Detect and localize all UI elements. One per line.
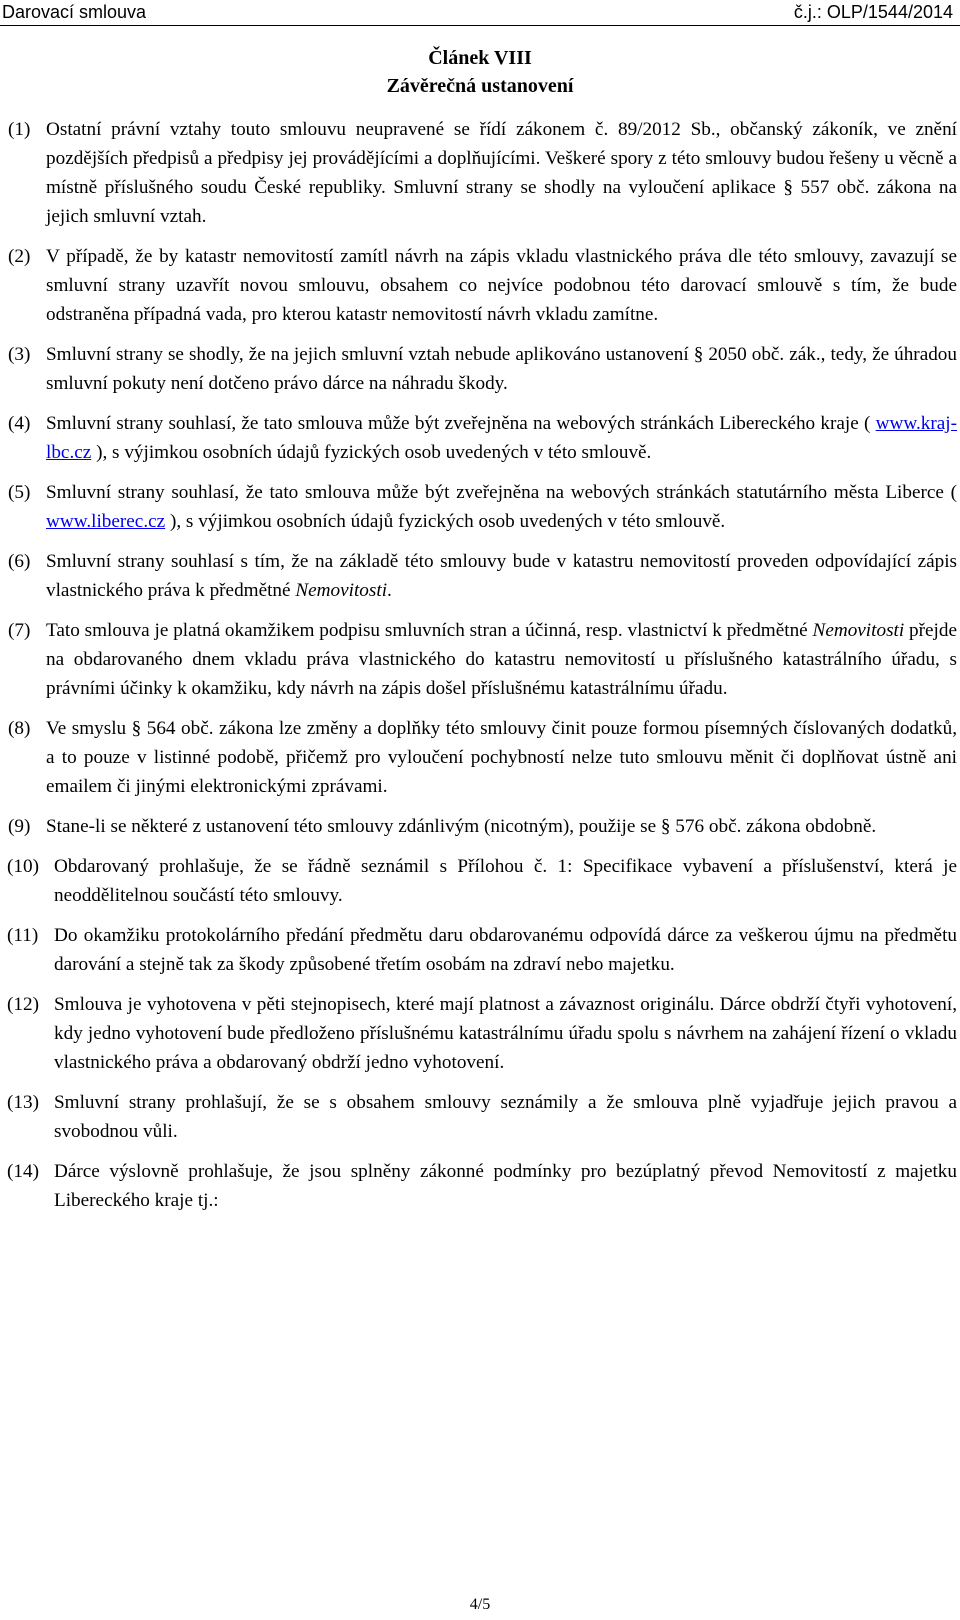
clause-number: (1): [8, 119, 31, 140]
clause-4: [8, 409, 957, 467]
clause-number: (5): [8, 482, 31, 503]
clause-text: V případě, že by katastr nemovitostí zamítl návrh na zápis vkladu vlastnického práva dle této smlouvy, zavazují se smluvní strany uzavřít novou smlouvu, obsahem co nejvíce podobnou této darovací smlouvě s tím, že bude odstraněna případná vada, pro kterou katastr nemovitostí návrh vkladu zamítne.: [46, 246, 957, 325]
clause-1: [8, 115, 957, 231]
liberec-link[interactable]: www.liberec.cz: [46, 511, 166, 532]
clause-12: [8, 990, 957, 1077]
clause-text-end: ), s výjimkou osobních údajů fyzických osob uvedených v této smlouvě.: [91, 442, 652, 463]
defined-term: Nemovitosti: [295, 580, 388, 601]
clause-number: (13): [7, 1092, 39, 1113]
clause-text: Stane-li se některé z ustanovení této smlouvy zdánlivým (nicotným), použije se § 576 obč. zákona obdobně.: [46, 816, 877, 837]
clause-7: [8, 616, 957, 703]
clause-text-end: .: [387, 580, 392, 601]
clause-number: (4): [8, 413, 31, 434]
clause-8: [8, 714, 957, 801]
clauses-list: [8, 115, 957, 1226]
document-title: Darovací smlouva: [2, 2, 147, 22]
clause-10: [8, 852, 957, 910]
article-title: Článek VIII: [428, 47, 532, 69]
clause-9: [8, 812, 957, 841]
clause-text: Smlouva je vyhotovena v pěti stejnopisech, které mají platnost a závaznost originálu. Dárce obdrží čtyři vyhotovení, kdy jedno vyhotovení bude předloženo příslušnému katastrálnímu úřadu spolu s návrhem na zahájení řízení o vkladu vlastnického práva a obdarovaný obdrží jedno vyhotovení.: [54, 994, 957, 1073]
clause-text: Smluvní strany se shodly, že na jejich smluvní vztah nebude aplikováno ustanovení § 2050 obč. zák., tedy, že úhradou smluvní pokuty není dotčeno právo dárce na náhradu škody.: [46, 344, 957, 394]
kraj-lbc-link[interactable]: www.kraj-lbc.cz: [46, 413, 957, 463]
clause-number: (14): [7, 1161, 39, 1182]
clause-text-end: přejde na obdarovaného dnem vkladu práva vlastnického do katastru nemovitostí u příslušného katastrálního úřadu, s právními účinky k okamžiku, kdy návrh na zápis došel příslušnému katastrálnímu úřadu.: [46, 620, 957, 699]
clause-6: [8, 547, 957, 605]
clause-text: Dárce výslovně prohlašuje, že jsou splněny zákonné podmínky pro bezúplatný převod Nemovitostí z majetku Libereckého kraje tj.:: [54, 1161, 957, 1211]
clause-number: (8): [8, 718, 31, 739]
page-number: 4/5: [469, 1596, 491, 1613]
clause-text: Do okamžiku protokolárního předání předmětu daru obdarovanému odpovídá dárce za veškerou újmu na předmětu darování a stejně tak za škody způsobené třetím osobám na zdraví nebo majetku.: [54, 925, 957, 975]
clause-text-start: Smluvní strany souhlasí, že tato smlouva může být zveřejněna na webových stránkách statutárního města Liberce (: [46, 482, 957, 503]
clause-text: Smluvní strany prohlašují, že se s obsahem smlouvy seznámily a že smlouva plně vyjadřuje jejich pravou a svobodnou vůli.: [54, 1092, 957, 1142]
clause-2: [8, 242, 957, 329]
clause-text: Obdarovaný prohlašuje, že se řádně seznámil s Přílohou č. 1: Specifikace vybavení a příslušenství, která je neoddělitelnou součástí této smlouvy.: [54, 856, 957, 906]
clause-14: [8, 1157, 957, 1215]
clause-text-end: ), s výjimkou osobních údajů fyzických osob uvedených v této smlouvě.: [165, 511, 726, 532]
clause-number: (9): [8, 816, 31, 837]
article-heading: [0, 44, 960, 100]
clause-5: [8, 478, 957, 536]
clause-text-start: Tato smlouva je platná okamžikem podpisu smluvních stran a účinná, resp. vlastnictví k předmětné: [46, 620, 813, 641]
clause-text-start: Smluvní strany souhlasí, že tato smlouva může být zveřejněna na webových stránkách Libereckého kraje (: [46, 413, 876, 434]
defined-term: Nemovitosti: [812, 620, 905, 641]
clause-text: Ostatní právní vztahy touto smlouvu neupravené se řídí zákonem č. 89/2012 Sb., občanský zákoník, ve znění pozdějších předpisů a předpisy jej provádějícími a doplňujícími. Veškeré spory z této smlouvy budou řešeny u věcně a místně příslušného soudu České republiky. Smluvní strany se shodly na vyloučení aplikace § 557 obč. zákona na jejich smluvní vztah.: [46, 119, 957, 227]
page-header: [0, 0, 960, 27]
clause-number: (7): [8, 620, 31, 641]
clause-number: (12): [7, 994, 39, 1015]
header-divider: [0, 25, 960, 26]
clause-number: (6): [8, 551, 31, 572]
clause-text-start: Smluvní strany souhlasí s tím, že na základě této smlouvy bude v katastru nemovitostí proveden odpovídající zápis vlastnického práva k předmětné: [46, 551, 957, 601]
clause-number: (10): [7, 856, 39, 877]
clause-13: [8, 1088, 957, 1146]
clause-text: Ve smyslu § 564 obč. zákona lze změny a doplňky této smlouvy činit pouze formou písemných číslovaných dodatků, a to pouze v listinné podobě, přičemž pro vyloučení pochybností nelze tuto smlouvu měnit či doplňovat ústně ani emailem či jinými elektronickými zprávami.: [46, 718, 957, 797]
clause-number: (3): [8, 344, 31, 365]
reference-number: č.j.: OLP/1544/2014: [793, 2, 953, 22]
clause-number: (11): [7, 925, 39, 946]
article-subtitle: Závěrečná ustanovení: [386, 75, 574, 97]
clause-3: [8, 340, 957, 398]
clause-number: (2): [8, 246, 31, 267]
clause-11: [8, 921, 957, 979]
